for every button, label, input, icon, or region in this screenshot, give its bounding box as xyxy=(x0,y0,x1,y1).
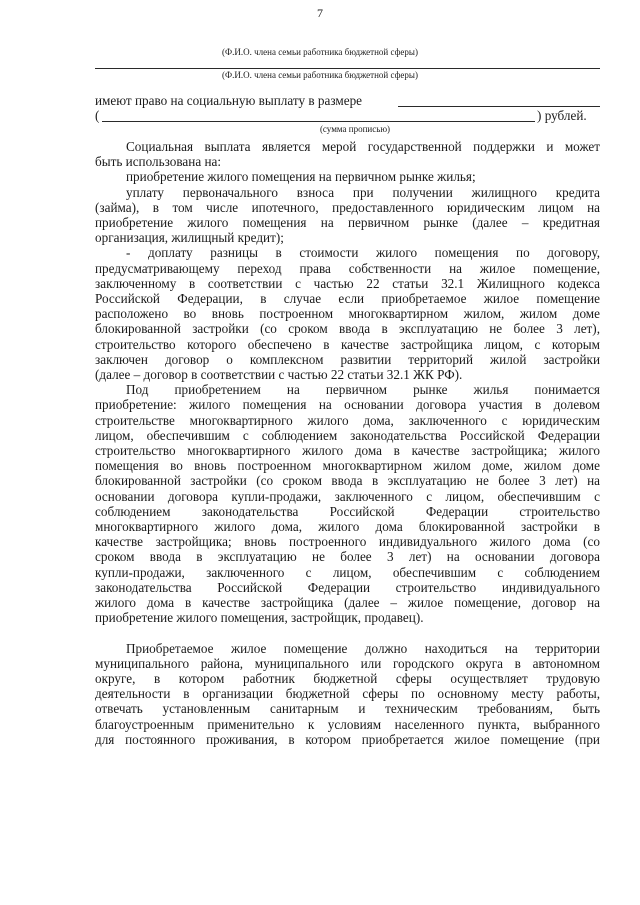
amount-caption: (сумма прописью) xyxy=(319,124,391,134)
body-line: качестве застройщика; вновь построенного индивидуального жилого дома (со xyxy=(95,534,600,550)
amount-fill-rule xyxy=(398,106,600,107)
caption-family-member-2: (Ф.И.О. члена семьи работника бюджетной сферы) xyxy=(222,70,418,80)
body-line: помещения во вновь построенном многоквартирном жилом доме, жилом доме xyxy=(95,458,600,474)
body-line: деятельности в организации бюджетной сферы по основному месту работы, xyxy=(95,686,600,702)
body-line: организация, жилищный кредит); xyxy=(95,230,284,246)
body-line: жилого дома в качестве застройщика (далее – жилое помещение, договор на xyxy=(95,595,600,610)
body-line: сроком ввода в эксплуатацию не более 3 лет) на основании договора xyxy=(95,549,600,565)
body-line: приобретение: жилого помещения на основании договора участия в долевом xyxy=(95,397,600,413)
body-line: быть использована на: xyxy=(95,154,222,170)
body-line: (займа), в том числе ипотечного, предоставленного юридическим лицом на xyxy=(95,199,600,215)
body-line: отвечать установленным санитарным и техническим требованиям, быть xyxy=(95,701,600,717)
body-line: муниципального района, муниципального или городского округа в автономном xyxy=(95,655,600,671)
body-line: многоквартирного жилого дома, жилого дома блокированной застройки в xyxy=(95,519,600,534)
body-line: Под приобретением на первичном рынке жилья понимается xyxy=(126,382,600,398)
body-line: купли-продажи, заключенного с лицом, обеспечившим с соблюдением xyxy=(95,564,600,580)
body-line: расположено во вновь построенном многоквартирном жилом, жилом доме xyxy=(95,306,600,322)
body-line: приобретение жилого помещения на первичном рынке (далее – кредитная xyxy=(95,215,600,230)
body-line: приобретение жилого помещения, застройщик, продавец). xyxy=(95,610,424,626)
body-line: предусматривающему переход права собственности на жилое помещение, xyxy=(95,260,600,276)
body-line: уплату первоначального взноса при получении жилищного кредита xyxy=(126,184,600,200)
body-line: основании договора купли-продажи, заключенного с лицом, обеспечившим с xyxy=(95,488,600,504)
body-line: строительство многоквартирного жилого дома в качестве застройщика; жилого xyxy=(95,443,600,458)
paren-open: ( xyxy=(95,108,100,123)
body-line: блокированной застройки (со сроком ввода в эксплуатацию не более 3 лет) на xyxy=(95,473,600,489)
amount-words-fill-rule xyxy=(102,121,535,122)
body-line: Приобретаемое жилое помещение должно находиться на территории xyxy=(126,640,600,656)
body-line: Российской Федерации, в случае если приобретаемое жилое помещение xyxy=(95,291,600,306)
body-line: блокированной застройки (со сроком ввода в эксплуатацию не более 3 лет), xyxy=(95,321,600,337)
body-line: заключен договор о комплексном развитии территорий жилой застройки xyxy=(95,351,600,367)
body-line: - доплату разницы в стоимости жилого помещения по договору, xyxy=(126,245,600,261)
body-line: Социальная выплата является мерой государственной поддержки и может xyxy=(126,139,600,154)
body-line: заключенному в соответствии с частью 22 статьи 32.1 Жилищного кодекса xyxy=(95,275,600,291)
body-line: законодательства Российской Федерации строительство индивидуального xyxy=(95,579,600,595)
signature-rule xyxy=(95,68,600,69)
amount-label: имеют право на социальную выплату в размере xyxy=(95,93,363,108)
body-line: лицом, обеспечившим с соблюдением законодательства Российской Федерации xyxy=(95,427,600,443)
caption-family-member-1: (Ф.И.О. члена семьи работника бюджетной сферы) xyxy=(222,47,418,57)
body-line: для постоянного проживания, в котором приобретается жилое помещение (при xyxy=(95,731,600,747)
rubles-suffix: ) рублей. xyxy=(537,108,587,123)
body-line: округе, в котором работник бюджетной сферы осуществляет трудовую xyxy=(95,671,600,686)
page-number: 7 xyxy=(317,6,323,20)
body-line: строительстве многоквартирного жилого дома, заключенного с юридическим xyxy=(95,412,600,428)
body-line: строительство которого обеспечено в качестве застройщика лицом, с которым xyxy=(95,336,600,352)
body-line: благоустроенным применительно к условиям населенного пункта, выбранного xyxy=(95,716,600,732)
body-line: (далее – договор в соответствии с частью 22 статьи 32.1 ЖК РФ). xyxy=(95,367,463,382)
body-line: соблюдением законодательства Российской Федерации строительство xyxy=(95,503,600,519)
body-line: приобретение жилого помещения на первичном рынке жилья; xyxy=(126,169,476,185)
